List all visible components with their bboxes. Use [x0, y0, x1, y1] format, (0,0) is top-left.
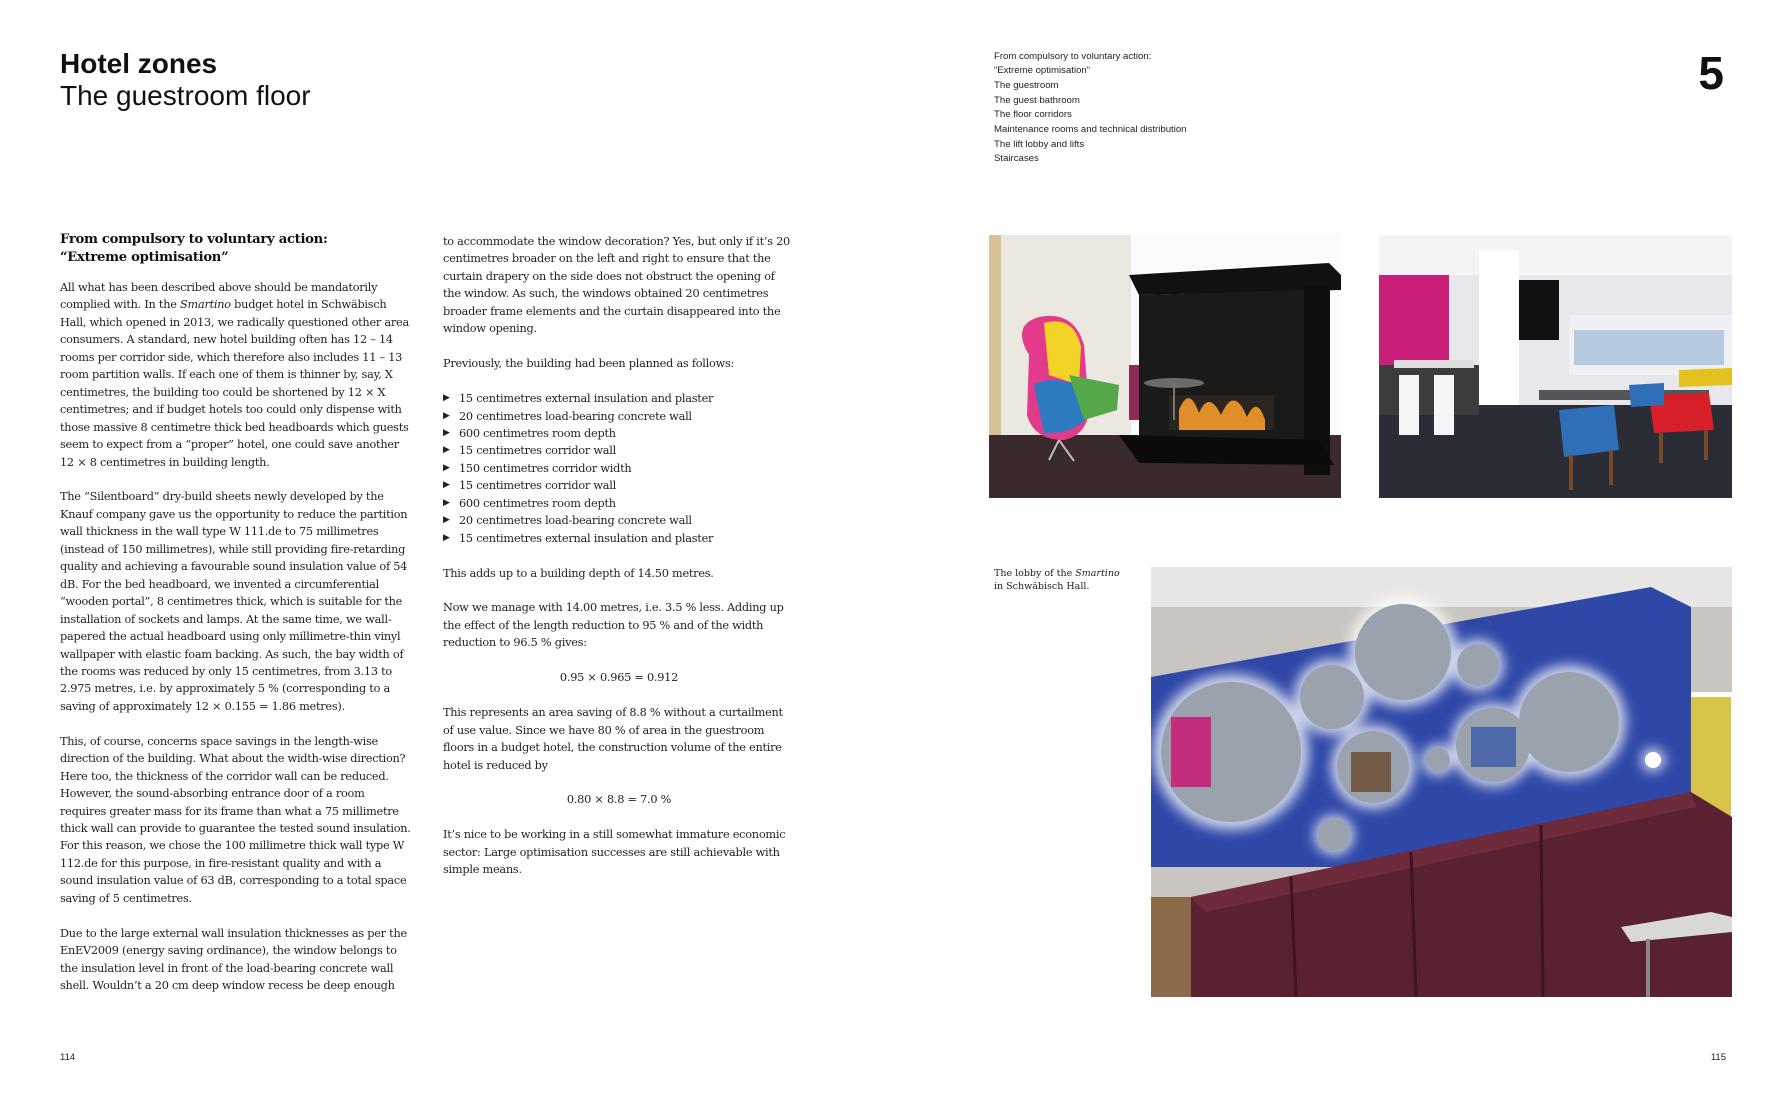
list-item: ▶ 20 centimetres load-bearing concrete wall: [443, 512, 795, 529]
chapter-contents: [994, 50, 1244, 167]
list-item: ▶ 15 centimetres corridor wall: [443, 442, 795, 459]
paragraph: It’s nice to be working in a still somewhat immature economic sector: Large optimisation successes are still achievable with simple means.: [443, 828, 786, 877]
page-subtitle: The guestroom floor: [60, 80, 311, 111]
formula: 0.95 × 0.965 = 0.912: [559, 671, 679, 685]
photo-breakfast-area: [1379, 235, 1732, 498]
toc-item: Maintenance rooms and technical distribution: [994, 123, 1187, 135]
list-item: ▶ 15 centimetres external insulation and plaster: [443, 390, 795, 407]
photo-lobby-fireplace: [989, 235, 1341, 498]
paragraph: This represents an area saving of 8.8 % without a curtailment of use value. Since we have 80 % of area in the guestroom floors in a budget hotel, the construction volume of the entire hotel is reduced by: [443, 706, 783, 772]
list-item: ▶ 15 centimetres corridor wall: [443, 477, 795, 494]
toc-item: From compulsory to voluntary action:: [994, 51, 1152, 62]
paragraph: to accommodate the window decoration? Yes, but only if it’s 20 centimetres broader on the left and right to ensure that the curtain drapery on the side does not obstruct the opening of the window. As such, the windows obtained 20 centimetres broader frame elements and the curtain disappeared into the window opening.: [443, 235, 790, 336]
wall-layer-list: [443, 390, 795, 547]
toc-item: The lift lobby and lifts: [994, 138, 1085, 150]
section-heading-line: From compulsory to voluntary action:: [60, 232, 328, 247]
paragraph: Previously, the building had been planned as follows:: [443, 357, 735, 371]
page-number-left: 114: [60, 1052, 76, 1063]
paragraph: The “Silentboard” dry-build sheets newly developed by the Knauf company gave us the opportunity to reduce the partition wall thickness in the wall type W 111.de to 75 millimetres (instead of 150 millimetres), while still providing fire-retarding quality and achieving a favourable sound insulation value of 54 dB. For the bed headboard, we invented a circumferential “wooden portal”, 8 centimetres thick, which is suitable for the installation of sockets and lamps. At the same time, we wall-papered the actual headboard using only millimetre-thin vinyl wallpaper with elastic foam backing. As such, the bay width of the rooms was reduced by only 15 centimetres, from 3.13 to 2.975 metres, i.e. by approximately 5 % (corresponding to a saving of approximately 12 × 0.155 = 1.86 metres).: [60, 490, 408, 713]
toc-item: The guestroom: [994, 80, 1059, 92]
toc-item: The floor corridors: [994, 109, 1072, 121]
list-item: ▶ 15 centimetres external insulation and plaster: [443, 530, 795, 547]
paragraph: This, of course, concerns space savings in the length-wise direction of the building. What about the width-wise direction? Here too, the thickness of the corridor wall can be reduced. However, the sound-absorbing entrance door of a room requires greater mass for its frame than what a 75 millimetre thick wall can provide to guarantee the tested sound insulation. For this reason, we chose the 100 millimetre thick wall type W 112.de for this purpose, in fire-resistant quality and with a sound insulation value of 63 dB, corresponding to a total space saving of 5 centimetres.: [60, 734, 411, 905]
list-item: ▶ 600 centimetres room depth: [443, 425, 795, 442]
paragraph: Due to the large external wall insulation thicknesses as per the EnEV2009 (energy saving ordinance), the window belongs to the insulation level in front of the load-bearing concrete wall shell. Wouldn’t a 20 cm deep window recess be deep enough: [60, 926, 407, 993]
list-item: ▶ 150 centimetres corridor width: [443, 460, 795, 477]
toc-item: “Extreme optimisation”: [994, 64, 1090, 76]
toc-item: The guest bathroom: [994, 94, 1080, 106]
page-title: Hotel zones: [60, 48, 218, 79]
photo-caption: The lobby of the Smartino in Schwäbisch Hall.: [994, 568, 1120, 592]
article-column-left: [60, 231, 412, 1012]
paragraph: All what has been described above should be mandatorily complied with. In the Smartino budget hotel in Schwäbisch Hall, which opened in 2013, we radically questioned other area consumers. A standard, new hotel building often has 12 – 14 rooms per corridor side, which therefore also includes 11 – 13 room partition walls. If each one of them is thinner by, say, X centimetres, the building too could be shortened by 12 × X centimetres; and if budget hotels too could only dispense with those massive 8 centimetre thick bed headboards which guests seem to expect from a “proper” hotel, one could save another 12 × 8 centimetres in building length.: [60, 281, 409, 469]
page-number-right: 115: [1710, 1052, 1726, 1063]
toc-item: Staircases: [994, 153, 1039, 165]
photo-lobby-mirrors: [1151, 567, 1732, 997]
formula: 0.80 × 8.8 = 7.0 %: [566, 793, 672, 807]
chapter-number: 5: [1698, 47, 1724, 99]
section-heading: [60, 231, 412, 267]
paragraph: Now we manage with 14.00 metres, i.e. 3.5 % less. Adding up the effect of the length reduction to 95 % and of the width reduction to 96.5 % gives:: [443, 601, 784, 650]
list-item: ▶ 600 centimetres room depth: [443, 495, 795, 512]
article-column-right: [443, 233, 795, 896]
list-item: ▶ 20 centimetres load-bearing concrete wall: [443, 408, 795, 425]
section-heading-line: “Extreme optimisation”: [60, 250, 229, 265]
paragraph: This adds up to a building depth of 14.50 metres.: [443, 566, 714, 580]
